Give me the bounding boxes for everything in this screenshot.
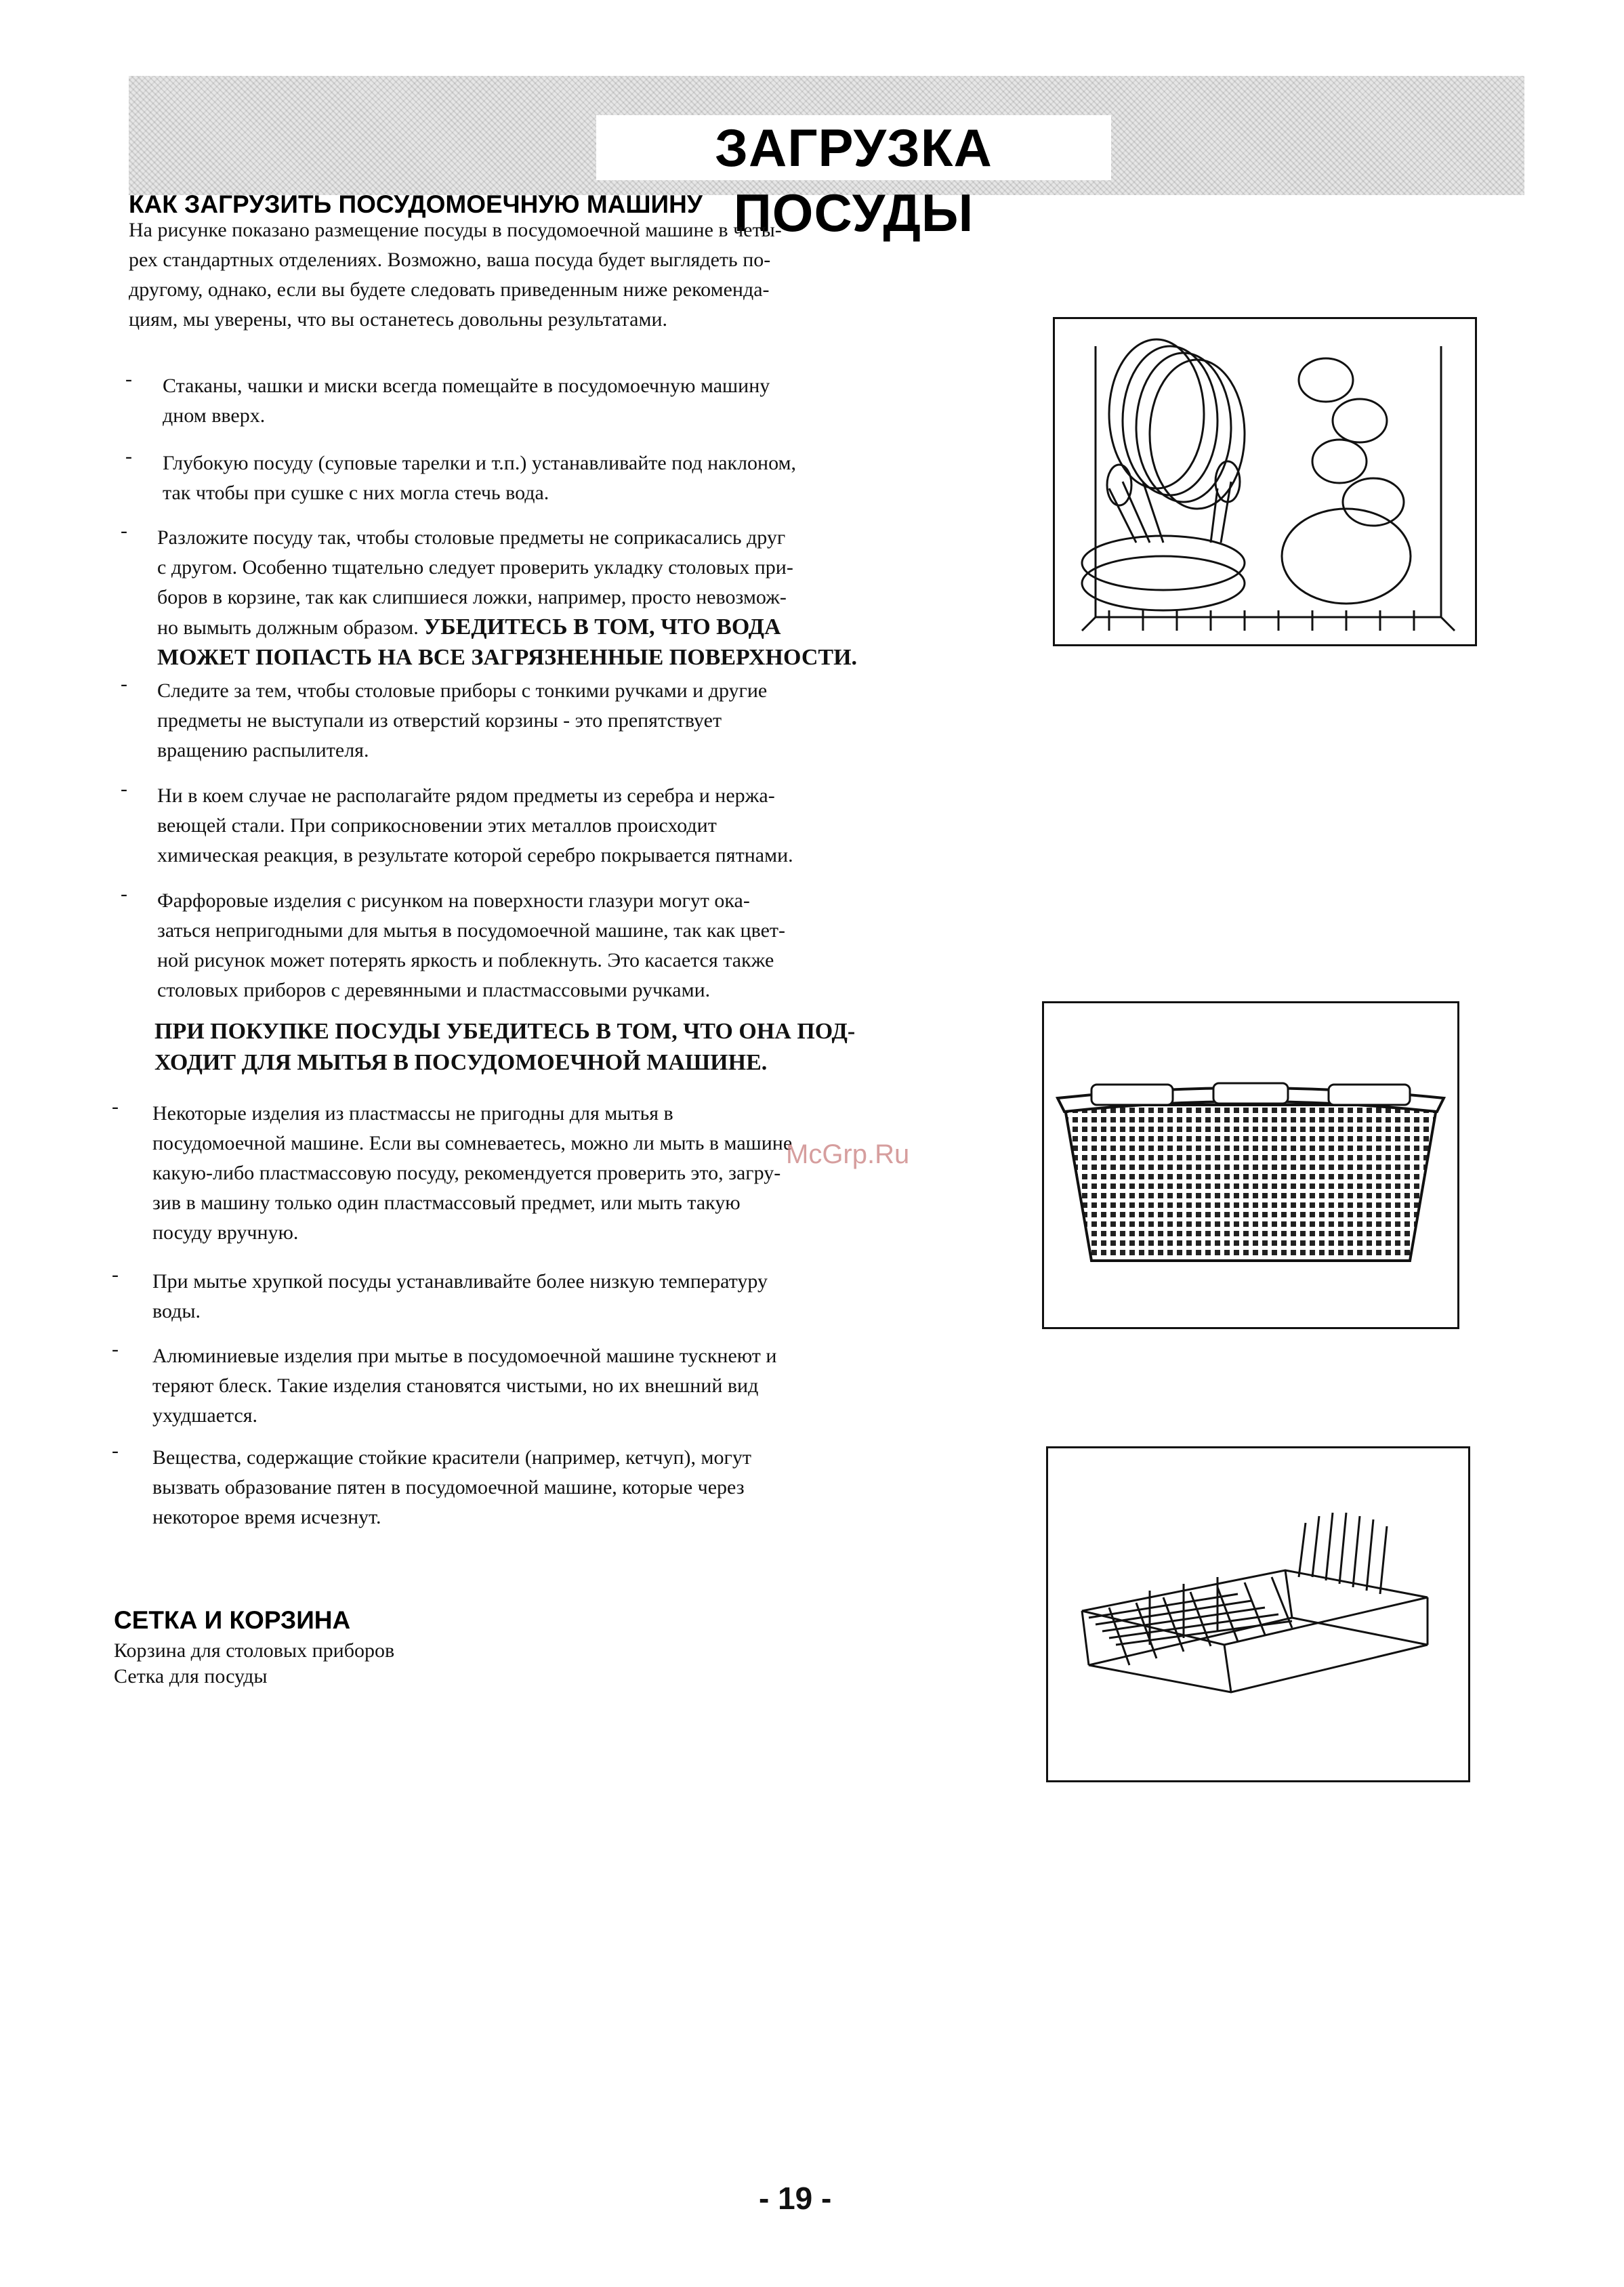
bullet-line: веющей стали. При соприкосновении этих металлов происходит <box>157 814 717 837</box>
bullet-item <box>157 523 991 643</box>
basket-line: Корзина для столовых приборов <box>114 1639 395 1662</box>
bullet-dash: - <box>121 520 127 542</box>
caps-line: ПРИ ПОКУПКЕ ПОСУДЫ УБЕДИТЕСЬ В ТОМ, ЧТО ОНА ПОД- <box>154 1019 856 1044</box>
basket-line: Сетка для посуды <box>114 1665 268 1687</box>
bullet-line: Следите за тем, чтобы столовые приборы с тонкими ручками и другие <box>157 679 768 702</box>
bullet-line: какую-либо пластмассовую посуду, рекомендуется проверить это, загру- <box>152 1162 781 1184</box>
bullet-line: Алюминиевые изделия при мытье в посудомоечной машине тускнеют и <box>152 1345 777 1367</box>
caps-warning-block <box>154 1016 995 1078</box>
bullet-dash: - <box>112 1440 119 1462</box>
bullet-line: дном вверх. <box>163 404 266 427</box>
cutlery-basket-illustration <box>1044 1003 1457 1327</box>
bullet-line: Некоторые изделия из пластмассы не пригодны для мытья в <box>152 1102 673 1125</box>
caps-inline: УБЕДИТЕСЬ В ТОМ, ЧТО ВОДА <box>423 614 781 639</box>
page-title: ЗАГРУЗКА ПОСУДЫ <box>596 115 1111 180</box>
intro-line: На рисунке показано размещение посуды в посудомоечной машине в четы- <box>129 219 782 241</box>
bullet-line <box>157 612 991 643</box>
loaded-rack-illustration <box>1055 319 1475 644</box>
page-number: - 19 - <box>759 2181 832 2216</box>
bullet-line: теряют блеск. Такие изделия становятся чистыми, но их внешний вид <box>152 1375 759 1397</box>
watermark: McGrp.Ru <box>786 1139 910 1169</box>
dish-rack-illustration <box>1048 1448 1468 1780</box>
bullet-item <box>163 448 989 508</box>
bullet-item <box>157 676 991 765</box>
bullet-item <box>163 371 989 431</box>
bullet-line: с другом. Особенно тщательно следует проверить укладку столовых при- <box>157 556 793 579</box>
bullet-line: ухудшается. <box>152 1404 258 1427</box>
bullet-line: столовых приборов с деревянными и пластмассовыми ручками. <box>157 979 711 1001</box>
bullet-dash: - <box>112 1095 119 1118</box>
bullet-line: вращению распылителя. <box>157 739 369 761</box>
caps-line: ХОДИТ ДЛЯ МЫТЬЯ В ПОСУДОМОЕЧНОЙ МАШИНЕ. <box>154 1050 768 1075</box>
bullet-line: химическая реакция, в результате которой серебро покрывается пятнами. <box>157 844 793 866</box>
bullet-line: Стаканы, чашки и миски всегда помещайте в посудомоечную машину <box>163 375 770 397</box>
figure-loaded-rack <box>1053 317 1477 646</box>
intro-paragraph <box>129 215 989 335</box>
bullet-dash: - <box>112 1263 119 1286</box>
bullet-line: Разложите посуду так, чтобы столовые предметы не соприкасались друг <box>157 526 786 549</box>
bullet-dash: - <box>125 368 132 390</box>
figure-cutlery-basket <box>1042 1001 1459 1329</box>
bullet-item <box>152 1267 993 1326</box>
bullet-item <box>157 886 991 1005</box>
bullet-line: зив в машину только один пластмассовый предмет, или мыть такую <box>152 1192 741 1214</box>
bullet-line: При мытье хрупкой посуды устанавливайте более низкую температуру <box>152 1270 768 1293</box>
bullet-line: боров в корзине, так как слипшиеся ложки, например, просто невозмож- <box>157 586 787 608</box>
bullet-line: Фарфоровые изделия с рисунком на поверхности глазури могут ока- <box>157 889 750 912</box>
section-heading-basket: СЕТКА И КОРЗИНА <box>114 1606 351 1634</box>
intro-line: циям, мы уверены, что вы останетесь довольны результатами. <box>129 308 668 331</box>
bullet-line: так чтобы при сушке с них могла стечь вода. <box>163 482 549 504</box>
bullet-line: посуду вручную. <box>152 1221 299 1244</box>
bullet-dash: - <box>121 883 127 905</box>
bullet-line: посудомоечной машине. Если вы сомневаетесь, можно ли мыть в машине <box>152 1132 793 1154</box>
bullet-line: Глубокую посуду (суповые тарелки и т.п.) устанавливайте под наклоном, <box>163 452 797 474</box>
bullet-dash: - <box>125 445 132 467</box>
bullet-line: заться непригодными для мытья в посудомоечной машине, так как цвет- <box>157 919 786 942</box>
bullet-line: предметы не выступали из отверстий корзины - это препятствует <box>157 709 722 732</box>
bullet-item <box>152 1099 993 1248</box>
bullet-line: ной рисунок может потерять яркость и поблекнуть. Это касается также <box>157 949 774 971</box>
bullet-line-text: но вымыть должным образом. <box>157 616 419 639</box>
bullet-line: Ни в коем случае не располагайте рядом предметы из серебра и нержа- <box>157 784 775 807</box>
caps-line: МОЖЕТ ПОПАСТЬ НА ВСЕ ЗАГРЯЗНЕННЫЕ ПОВЕРХНОСТИ. <box>157 645 858 670</box>
bullet-line: некоторое время исчезнут. <box>152 1506 381 1528</box>
basket-caption <box>114 1638 394 1690</box>
intro-line: рех стандартных отделениях. Возможно, ваша посуда будет выглядеть по- <box>129 249 771 271</box>
intro-line: другому, однако, если вы будете следовать приведенным ниже рекоменда- <box>129 278 770 301</box>
bullet-item <box>157 781 991 870</box>
bullet-line: Вещества, содержащие стойкие красители (например, кетчуп), могут <box>152 1446 751 1469</box>
bullet-item <box>152 1443 993 1532</box>
bullet-line: вызвать образование пятен в посудомоечной машине, которые через <box>152 1476 745 1498</box>
bullet-line: воды. <box>152 1300 201 1322</box>
section-heading-loading: КАК ЗАГРУЗИТЬ ПОСУДОМОЕЧНУЮ МАШИНУ <box>129 190 703 218</box>
bullet-dash: - <box>121 778 127 800</box>
bullet-dash: - <box>112 1338 119 1360</box>
bullet-dash: - <box>121 673 127 695</box>
bullet-item <box>152 1341 993 1431</box>
figure-dish-rack <box>1046 1446 1470 1782</box>
